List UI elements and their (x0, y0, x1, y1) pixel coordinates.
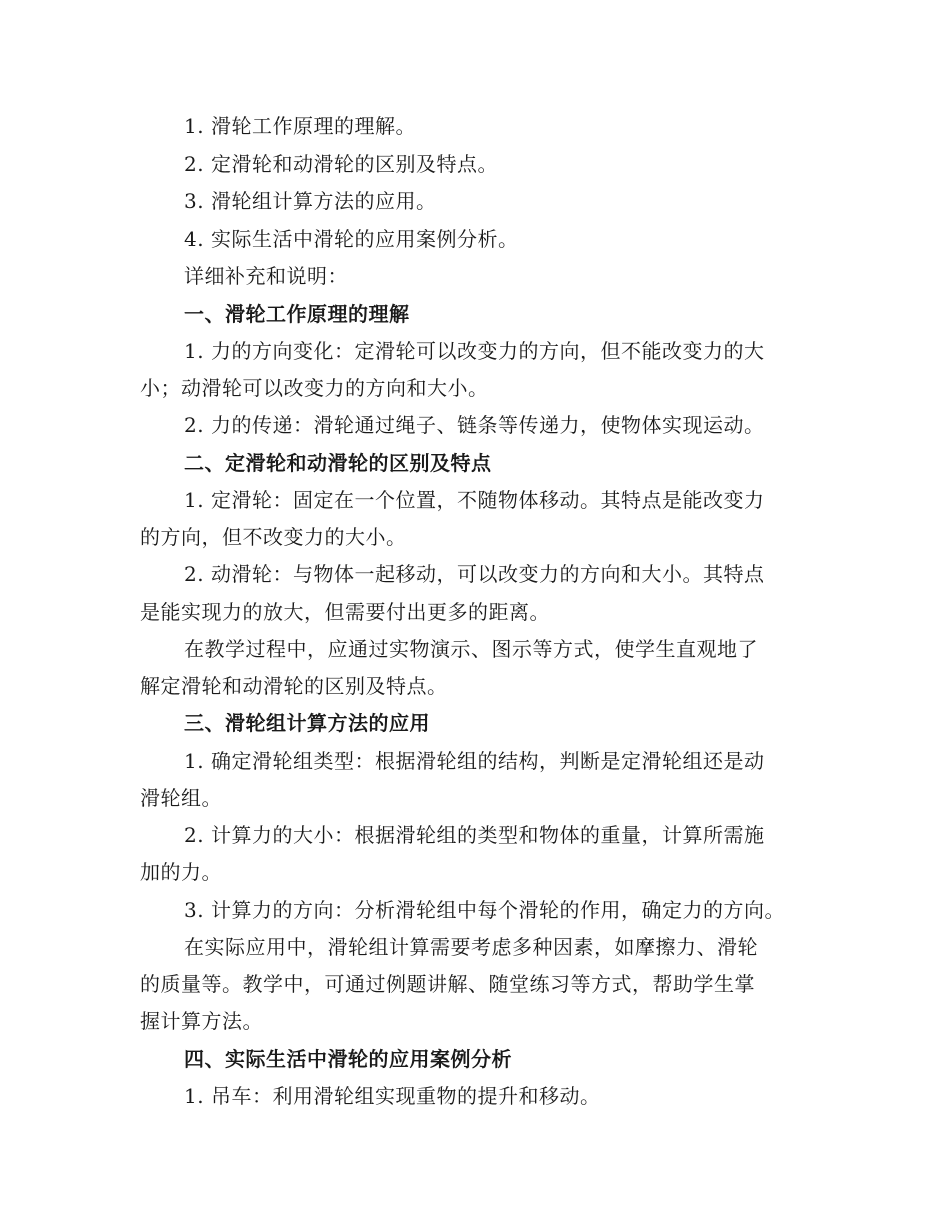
section-heading: 三、滑轮组计算方法的应用 (184, 711, 430, 735)
paragraph: 1. 定滑轮：固定在一个位置，不随物体移动。其特点是能改变力 (184, 488, 765, 512)
paragraph: 2. 计算力的大小：根据滑轮组的类型和物体的重量，计算所需施 (184, 823, 765, 847)
paragraph-continuation: 滑轮组。 (140, 786, 222, 810)
paragraph: 3. 计算力的方向：分析滑轮组中每个滑轮的作用，确定力的方向。 (184, 898, 785, 922)
paragraph: 在教学过程中，应通过实物演示、图示等方式，使学生直观地了 (184, 637, 758, 661)
list-item: 2. 定滑轮和动滑轮的区别及特点。 (184, 152, 498, 176)
list-item: 3. 滑轮组计算方法的应用。 (184, 189, 437, 213)
list-item: 1. 吊车：利用滑轮组实现重物的提升和移动。 (184, 1084, 601, 1108)
paragraph: 1. 确定滑轮组类型：根据滑轮组的结构，判断是定滑轮组还是动 (184, 749, 765, 773)
paragraph-continuation: 加的力。 (140, 860, 222, 884)
paragraph-continuation: 的质量等。教学中，可通过例题讲解、随堂练习等方式，帮助学生掌 (140, 972, 755, 996)
paragraph: 1. 力的方向变化：定滑轮可以改变力的方向，但不能改变力的大 (184, 339, 765, 363)
section-heading: 一、滑轮工作原理的理解 (184, 302, 410, 326)
paragraph-continuation: 握计算方法。 (140, 1009, 263, 1033)
section-heading: 四、实际生活中滑轮的应用案例分析 (184, 1047, 512, 1071)
list-item: 4. 实际生活中滑轮的应用案例分析。 (184, 227, 519, 251)
paragraph: 详细补充和说明： (184, 264, 348, 288)
list-item: 1. 滑轮工作原理的理解。 (184, 114, 416, 138)
paragraph-continuation: 的方向，但不改变力的大小。 (140, 525, 407, 549)
paragraph: 在实际应用中，滑轮组计算需要考虑多种因素，如摩擦力、滑轮 (184, 935, 758, 959)
paragraph: 2. 力的传递：滑轮通过绳子、链条等传递力，使物体实现运动。 (184, 413, 765, 437)
paragraph-continuation: 解定滑轮和动滑轮的区别及特点。 (140, 674, 448, 698)
section-heading: 二、定滑轮和动滑轮的区别及特点 (184, 451, 492, 475)
paragraph-continuation: 是能实现力的放大，但需要付出更多的距离。 (140, 600, 550, 624)
paragraph: 2. 动滑轮：与物体一起移动，可以改变力的方向和大小。其特点 (184, 562, 765, 586)
paragraph-continuation: 小；动滑轮可以改变力的方向和大小。 (140, 376, 489, 400)
